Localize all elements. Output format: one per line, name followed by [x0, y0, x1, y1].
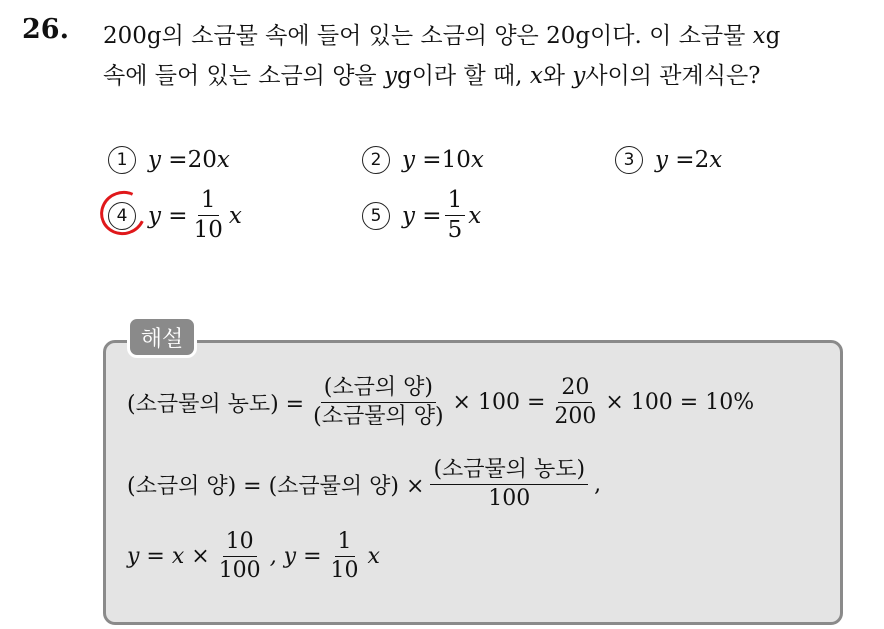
- choice-var: x: [228, 202, 242, 229]
- solution-tag: 해설: [127, 316, 197, 358]
- solution-line-3: y = x × $\frac{10}{100}$ , y = $\frac{1}{10}$ x: [127, 529, 380, 584]
- choice-lhs: y =: [655, 147, 695, 173]
- choice-3[interactable]: [615, 146, 722, 174]
- choice-number: 3: [615, 146, 643, 174]
- choice-number: 5: [362, 202, 390, 230]
- choice-fraction: $\frac{1}{10}$: [193, 187, 223, 244]
- question-number: 26.: [22, 14, 69, 45]
- choice-fraction: $\frac{1}{5}$: [445, 188, 466, 244]
- choice-number: 4: [108, 202, 136, 230]
- question-text-line2: 속에 들어 있는 소금의 양을 yg이라 할 때, x와 y사이의 관계식은?: [103, 63, 761, 89]
- choice-lhs: y =: [148, 147, 188, 173]
- choice-var: x: [470, 147, 484, 173]
- choice-value: 10: [441, 147, 471, 173]
- choice-var: x: [216, 147, 230, 173]
- choice-var: x: [709, 147, 723, 173]
- fraction: $\frac{20}{200}$: [554, 375, 597, 430]
- question-text-line1: 200g의 소금물 속에 들어 있는 소금의 양은 20g이다. 이 소금물 xg: [103, 23, 781, 49]
- fraction: $\frac{1}{10}$: [330, 529, 359, 584]
- choice-1[interactable]: [108, 146, 230, 174]
- fraction: $\frac{\text{(소금물의 농도)}}{100}$: [430, 458, 588, 511]
- choice-var: x: [468, 202, 482, 229]
- choice-value: 2: [694, 147, 710, 173]
- fraction: $\frac{\text{(소금의 양)}}{\text{(소금물의 양)}}$: [313, 375, 444, 430]
- choice-number: 1: [108, 146, 136, 174]
- choice-2[interactable]: [362, 146, 484, 174]
- choice-value: 20: [187, 147, 217, 173]
- choice-5[interactable]: [362, 188, 481, 244]
- choice-lhs: y =: [148, 202, 188, 229]
- choice-number: 2: [362, 146, 390, 174]
- choice-lhs: y =: [402, 202, 442, 229]
- choice-lhs: y =: [402, 147, 442, 173]
- solution-line-2: (소금의 양) = (소금물의 양) × $\frac{\text{(소금물의 농도)}}{100}$ ,: [127, 457, 602, 512]
- solution-line-1: (소금물의 농도) = $\frac{\text{(소금의 양)}}{\text{(소금물의 양)}}$ × 100 = $\frac{20}{200}$ × 100 = 10%: [127, 375, 755, 430]
- fraction: $\frac{10}{100}$: [218, 529, 261, 584]
